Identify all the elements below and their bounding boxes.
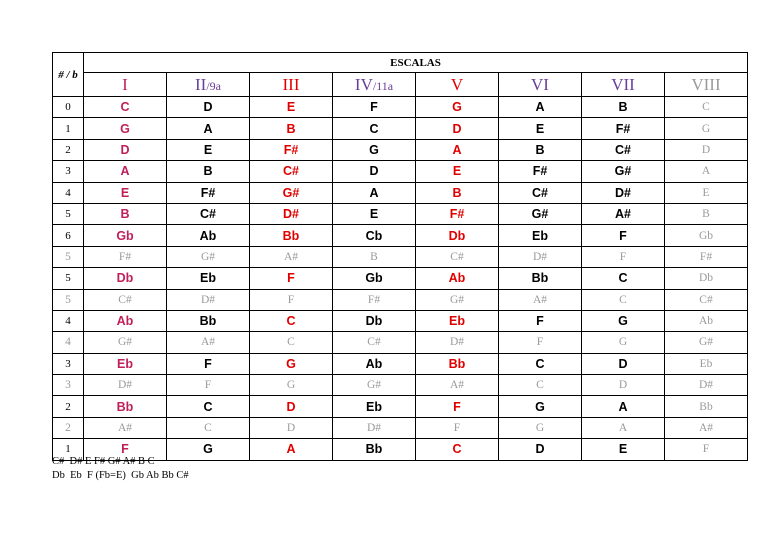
accidentals-count: 4	[53, 182, 84, 203]
note-cell: A#	[665, 417, 748, 438]
note-cell: G	[499, 417, 582, 438]
note-cell: G	[499, 396, 582, 417]
note-cell: G	[582, 310, 665, 331]
accidentals-count: 6	[53, 225, 84, 246]
note-cell: C#	[84, 289, 167, 310]
degree-numeral: I	[122, 74, 128, 94]
note-cell: F	[582, 246, 665, 267]
table-row	[53, 225, 748, 246]
accidentals-count: 5	[53, 203, 84, 224]
title-row	[53, 53, 748, 73]
accidentals-count: 2	[53, 417, 84, 438]
note-cell: A	[499, 97, 582, 118]
note-cell: Eb	[665, 353, 748, 374]
degree-header-row	[53, 73, 748, 97]
note-cell: Eb	[167, 268, 250, 289]
note-cell: B	[416, 182, 499, 203]
note-cell: C#	[167, 203, 250, 224]
note-cell: Db	[84, 268, 167, 289]
note-cell: Db	[665, 268, 748, 289]
note-cell: G	[416, 97, 499, 118]
note-cell: F	[84, 439, 167, 460]
note-cell: E	[333, 203, 416, 224]
degree-numeral: V	[450, 74, 464, 94]
note-cell: C#	[582, 139, 665, 160]
note-cell: D	[582, 375, 665, 396]
note-cell: C	[167, 417, 250, 438]
note-cell: D	[333, 161, 416, 182]
note-cell: Cb	[333, 225, 416, 246]
degree-header-2	[167, 73, 250, 97]
note-cell: D#	[665, 375, 748, 396]
table-row	[53, 118, 748, 139]
note-cell: B	[84, 203, 167, 224]
note-cell: C#	[250, 161, 333, 182]
note-cell: E	[250, 97, 333, 118]
note-cell: C#	[499, 182, 582, 203]
degree-header-6	[499, 73, 582, 97]
note-cell: F	[665, 439, 748, 460]
table-row	[53, 268, 748, 289]
note-cell: G	[665, 118, 748, 139]
note-cell: F#	[167, 182, 250, 203]
degree-numeral: III	[282, 74, 300, 94]
degree-numeral: VIII	[691, 74, 721, 94]
degree-header-8	[665, 73, 748, 97]
degree-header-7	[582, 73, 665, 97]
degree-header-4	[333, 73, 416, 97]
note-cell: E	[499, 118, 582, 139]
note-cell: F#	[499, 161, 582, 182]
table-row	[53, 310, 748, 331]
note-cell: F	[499, 332, 582, 353]
note-cell: A	[665, 161, 748, 182]
note-cell: F	[167, 353, 250, 374]
accidentals-count: 5	[53, 268, 84, 289]
note-cell: A#	[582, 203, 665, 224]
note-cell: G#	[582, 161, 665, 182]
note-cell: C	[333, 118, 416, 139]
degree-header-3	[250, 73, 333, 97]
note-cell: Eb	[333, 396, 416, 417]
note-cell: F#	[665, 246, 748, 267]
note-cell: Gb	[84, 225, 167, 246]
note-cell: F#	[250, 139, 333, 160]
scales-table	[52, 52, 748, 461]
note-cell: Bb	[665, 396, 748, 417]
note-cell: E	[416, 161, 499, 182]
accidentals-count: 4	[53, 310, 84, 331]
accidentals-count: 3	[53, 353, 84, 374]
table-row	[53, 139, 748, 160]
note-cell: G#	[665, 332, 748, 353]
note-cell: G	[250, 353, 333, 374]
note-cell: Bb	[167, 310, 250, 331]
degree-numeral: IV	[354, 74, 373, 94]
note-cell: Bb	[250, 225, 333, 246]
accidentals-count: 0	[53, 97, 84, 118]
note-cell: G#	[499, 203, 582, 224]
note-cell: G#	[167, 246, 250, 267]
note-cell: Gb	[665, 225, 748, 246]
accidentals-count: 1	[53, 118, 84, 139]
scales-body	[53, 97, 748, 461]
note-cell: D#	[416, 332, 499, 353]
note-cell: B	[582, 97, 665, 118]
degree-suffix: /9a	[206, 78, 221, 93]
note-cell: A	[416, 139, 499, 160]
accidentals-count: 5	[53, 289, 84, 310]
note-cell: D	[167, 97, 250, 118]
degree-header-5	[416, 73, 499, 97]
note-cell: C#	[665, 289, 748, 310]
note-cell: E	[84, 182, 167, 203]
note-cell: C	[416, 439, 499, 460]
note-cell: Db	[416, 225, 499, 246]
note-cell: Db	[333, 310, 416, 331]
accidentals-count: 2	[53, 139, 84, 160]
note-cell: D	[665, 139, 748, 160]
note-cell: F#	[582, 118, 665, 139]
note-cell: D#	[84, 375, 167, 396]
note-cell: B	[499, 139, 582, 160]
note-cell: B	[333, 246, 416, 267]
note-cell: F	[416, 417, 499, 438]
sharps-flats-header: # / b	[53, 53, 84, 97]
table-row	[53, 375, 748, 396]
note-cell: C	[84, 97, 167, 118]
accidentals-count: 4	[53, 332, 84, 353]
degree-numeral: VII	[611, 74, 635, 94]
note-cell: Bb	[84, 396, 167, 417]
note-cell: A#	[167, 332, 250, 353]
note-cell: D#	[499, 246, 582, 267]
note-cell: A#	[250, 246, 333, 267]
table-row	[53, 182, 748, 203]
note-cell: C	[665, 97, 748, 118]
note-cell: C	[167, 396, 250, 417]
note-cell: F#	[333, 289, 416, 310]
note-cell: G	[582, 332, 665, 353]
note-cell: D#	[250, 203, 333, 224]
note-cell: C#	[416, 246, 499, 267]
note-cell: F	[499, 310, 582, 331]
table-row	[53, 97, 748, 118]
note-cell: F	[333, 97, 416, 118]
accidentals-count: 5	[53, 246, 84, 267]
note-cell: D	[250, 396, 333, 417]
note-cell: A	[250, 439, 333, 460]
note-cell: F	[582, 225, 665, 246]
accidentals-count: 3	[53, 375, 84, 396]
note-cell: F	[167, 375, 250, 396]
note-cell: G#	[416, 289, 499, 310]
footer-line-sharps: C# D# E F# G# A# B C	[52, 456, 155, 467]
table-row	[53, 417, 748, 438]
note-cell: B	[167, 161, 250, 182]
note-cell: Ab	[84, 310, 167, 331]
note-cell: G#	[84, 332, 167, 353]
note-cell: B	[665, 203, 748, 224]
note-cell: Eb	[499, 225, 582, 246]
note-cell: G	[333, 139, 416, 160]
degree-header-1	[84, 73, 167, 97]
note-cell: C	[250, 310, 333, 331]
note-cell: E	[665, 182, 748, 203]
note-cell: A	[582, 396, 665, 417]
table-row	[53, 203, 748, 224]
accidentals-count: 3	[53, 161, 84, 182]
note-cell: Ab	[416, 268, 499, 289]
degree-numeral: VI	[531, 74, 549, 94]
note-cell: G#	[333, 375, 416, 396]
note-cell: E	[582, 439, 665, 460]
table-row	[53, 161, 748, 182]
footer-line-flats: Db Eb F (Fb=E) Gb Ab Bb C#	[52, 470, 189, 481]
note-cell: A	[333, 182, 416, 203]
note-cell: F	[250, 268, 333, 289]
table-row	[53, 353, 748, 374]
note-cell: D#	[167, 289, 250, 310]
note-cell: Ab	[665, 310, 748, 331]
note-cell: A#	[499, 289, 582, 310]
note-cell: Gb	[333, 268, 416, 289]
note-cell: A#	[416, 375, 499, 396]
note-cell: Ab	[167, 225, 250, 246]
table-row	[53, 289, 748, 310]
note-cell: Bb	[499, 268, 582, 289]
note-cell: D	[84, 139, 167, 160]
note-cell: Ab	[333, 353, 416, 374]
degree-suffix: /11a	[372, 78, 394, 93]
note-cell: E	[167, 139, 250, 160]
note-cell: Bb	[333, 439, 416, 460]
degree-numeral: II	[195, 74, 207, 94]
note-cell: F#	[416, 203, 499, 224]
note-cell: F#	[84, 246, 167, 267]
note-cell: Eb	[416, 310, 499, 331]
note-cell: A	[167, 118, 250, 139]
note-cell: Bb	[416, 353, 499, 374]
note-cell: F	[416, 396, 499, 417]
note-cell: G#	[250, 182, 333, 203]
note-cell: G	[167, 439, 250, 460]
table-row	[53, 332, 748, 353]
note-cell: D	[582, 353, 665, 374]
note-cell: G	[84, 118, 167, 139]
note-cell: D#	[582, 182, 665, 203]
accidentals-count: 1	[53, 439, 84, 460]
note-cell: C	[499, 375, 582, 396]
note-cell: D#	[333, 417, 416, 438]
note-cell: C	[582, 268, 665, 289]
table-row	[53, 246, 748, 267]
note-cell: A	[582, 417, 665, 438]
note-cell: A	[84, 161, 167, 182]
note-cell: C	[499, 353, 582, 374]
note-cell: G	[250, 375, 333, 396]
note-cell: C#	[333, 332, 416, 353]
table-row	[53, 439, 748, 460]
table-title: ESCALAS	[84, 53, 748, 73]
note-cell: A#	[84, 417, 167, 438]
note-cell: D	[499, 439, 582, 460]
note-cell: B	[250, 118, 333, 139]
accidentals-count: 2	[53, 396, 84, 417]
note-cell: D	[250, 417, 333, 438]
note-cell: C	[582, 289, 665, 310]
note-cell: D	[416, 118, 499, 139]
note-cell: F	[250, 289, 333, 310]
table-row	[53, 396, 748, 417]
note-cell: Eb	[84, 353, 167, 374]
note-cell: C	[250, 332, 333, 353]
